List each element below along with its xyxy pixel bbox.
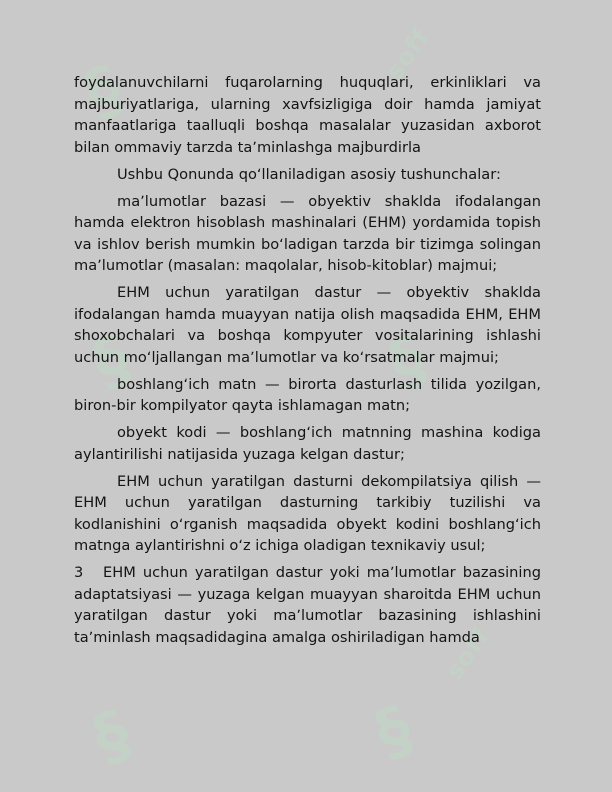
- paragraph-definitions-intro: Ushbu Qonunda qoʻllaniladigan asosiy tushunchalar:: [117, 165, 501, 183]
- watermark-logo-icon: §: [380, 321, 436, 403]
- document-body: [74, 72, 541, 654]
- paragraph-definition-adaptation: [74, 562, 541, 648]
- watermark-top-right: [380, 23, 436, 85]
- watermark-bottom-right: [366, 691, 422, 773]
- paragraph-definition-object-code: obyekt kodi — boshlangʻich matnning mashina kodiga aylantirilishi natijasida yuzaga kelgan dastur;: [74, 424, 541, 463]
- watermark-logo-icon: §: [84, 696, 140, 778]
- paragraph-definition-decompilation: EHM uchun yaratilgan dasturni dekompilatsiya qilish — EHM uchun yaratilgan dasturning tarkibiy tuzilishi va kodlanishini oʻrganish maqsadida obyekt kodini boshlangʻich matnga aylantirishni oʻz ichiga oladigan texnikaviy usul;: [74, 472, 541, 554]
- watermark-text: soff: [380, 23, 436, 85]
- watermark-logo-icon: §: [84, 321, 140, 403]
- watermark-logo-icon: §: [366, 691, 422, 773]
- paragraph-definition-program: EHM uchun yaratilgan dastur — obyektiv shaklda ifodalangan hamda muayyan natija olish maqsadida EHM, EHM shoxobchalari va boshqa kompyuter vositalarining ishlashi uchun moʻljallangan maʼlumotlar va koʻrsatmalar majmui;: [74, 284, 541, 366]
- paragraph-number: 3: [74, 564, 84, 581]
- paragraph-definition-source-text: boshlangʻich matn — birorta dasturlash tilida yozilgan, biron-bir kompilyator qayta ishlamagan matn;: [74, 375, 541, 414]
- paragraph-continuation: foydalanuvchilarni fuqarolarning huquqlari, erkinliklari va majburiyatlariga, ularning xavfsizligiga doir hamda jamiyat manfaatlariga taalluqli boshqa masalalar yuzasidan axborot bilan ommaviy tarzda taʼminlashga majburdirla: [74, 74, 541, 156]
- watermark-bottom-left: [84, 696, 140, 778]
- paragraph-text: EHM uchun yaratilgan dastur yoki maʼlumotlar bazasining adaptatsiyasi — yuzaga kelgan muayyan sharoitda EHM uchun yaratilgan dastur yoki maʼlumotlar bazasining ishlashini taʼminlash maqsadidagina amalga oshiriladigan hamda: [74, 564, 541, 646]
- watermark-text: soff: [440, 623, 496, 685]
- paragraph-definition-database: maʼlumotlar bazasi — obyektiv shaklda ifodalangan hamda elektron hisoblash mashinalari (EHM) yordamida topish va ishlov berish mumkin boʻladigan tarzda bir tizimga solingan maʼlumotlar (masalan: maqolalar, hisob-kitoblar) majmui;: [74, 192, 541, 274]
- watermark-logo-icon: §: [76, 51, 132, 133]
